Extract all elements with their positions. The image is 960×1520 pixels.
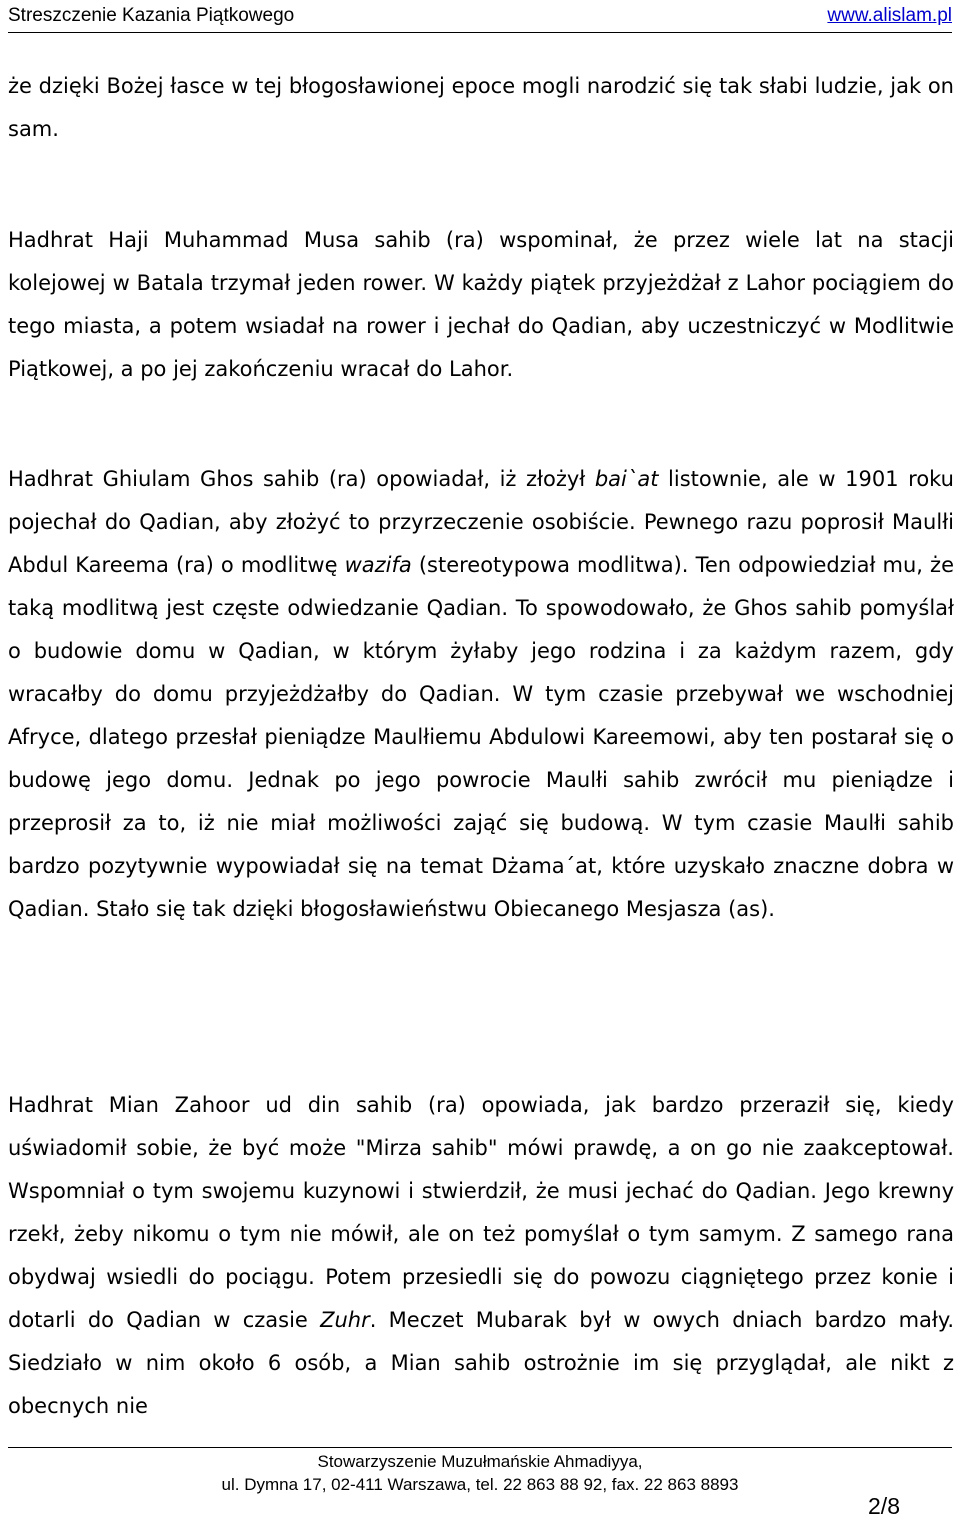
footer-divider <box>8 1447 952 1448</box>
paragraph-1 <box>8 65 954 151</box>
italic-term-zuhr: Zuhr <box>320 1308 370 1332</box>
paragraph-text <box>8 1084 954 1428</box>
page-header <box>8 0 952 33</box>
text-run: . Meczet Mubarak był w owych dniach bardzo mały. Siedziało w nim około 6 osób, a Mian sahib ostrożnie im się przyglądał, ale nikt z obecnych nie <box>8 1308 955 1418</box>
paragraph-text: że dzięki Bożej łasce w tej błogosławionej epoce mogli narodzić się tak słabi ludzie, jak on sam. <box>8 74 954 141</box>
text-run: Hadhrat Ghiulam Ghos sahib (ra) opowiadał, iż złożył <box>8 467 595 491</box>
italic-term-baiat: bai`at <box>594 467 659 491</box>
text-run: (stereotypowa modlitwa). Ten odpowiedział mu, że taką modlitwą jest częste odwiedzanie Qadian. To spowodowało, że Ghos sahib pomyślał o budowie domu w Qadian, w którym żyłaby jego rodzina i za każdym razem, gdy wracałby do domu przyjeżdżałby do Qadian. W tym czasie przebywał we wschodniej Afryce, dlatego przesłał pieniądze Maulłiemu Abdulowi Kareemowi, aby ten postarał się o budowę jego domu. Jednak po jego powrocie Maulłi sahib zwrócił mu pieniądze i przeprosił za to, iż nie miał możliwości zająć się budową. W tym czasie Maulłi sahib bardzo pozytywnie wypowiadał się na temat Dżama´at, które uzyskało znaczne dobra w Qadian. Stało się tak dzięki błogosławieństwu Obiecanego Mesjasza (as). <box>8 553 955 921</box>
document-title: Streszczenie Kazania Piątkowego <box>8 5 295 26</box>
paragraph-text <box>8 458 954 931</box>
footer-organization: Stowarzyszenie Muzułmańskie Ahmadiyya, <box>317 1452 643 1471</box>
paragraph-4 <box>8 1084 954 1428</box>
paragraph-text: Hadhrat Haji Muhammad Musa sahib (ra) wspominał, że przez wiele lat na stacji kolejowej w Batala trzymał jeden rower. W każdy piątek przyjeżdżał z Lahor pociągiem do tego miasta, a potem wsiadał na rower i jechał do Qadian, aby uczestniczyć w Modlitwie Piątkowej, a po jej zakończeniu wracał do Lahor. <box>8 228 954 381</box>
paragraph-3 <box>8 458 954 931</box>
page-number: 2/8 <box>868 1493 900 1519</box>
text-run: Hadhrat Mian Zahoor ud din sahib (ra) opowiada, jak bardzo przeraził się, kiedy uświadomił sobie, że być może "Mirza sahib" mówi prawdę, a on go nie zaakceptował. Wspomniał o tym swojemu kuzynowi i stwierdził, że musi jechać do Qadian. Jego krewny rzekł, żeby nikomu o tym nie mówił, ale on też pomyślał o tym samym. Z samego rana obydwaj wsiedli do pociągu. Potem przesiedli się do powozu ciągniętego przez konie i dotarli do Qadian w czasie <box>8 1093 954 1332</box>
page-footer <box>0 1450 960 1496</box>
site-link[interactable]: www.alislam.pl <box>827 5 952 26</box>
paragraph-2 <box>8 219 954 391</box>
footer-address: ul. Dymna 17, 02-411 Warszawa, tel. 22 863 88 92, fax. 22 863 8893 <box>221 1475 739 1494</box>
text-run: listownie, ale w 1901 roku pojechał do Qadian, aby złożyć to przyrzeczenie osobiście. Pewnego razu poprosił Maulłi Abdul Kareema (ra) o modlitwę <box>8 467 954 577</box>
italic-term-wazifa: wazifa <box>344 553 412 577</box>
